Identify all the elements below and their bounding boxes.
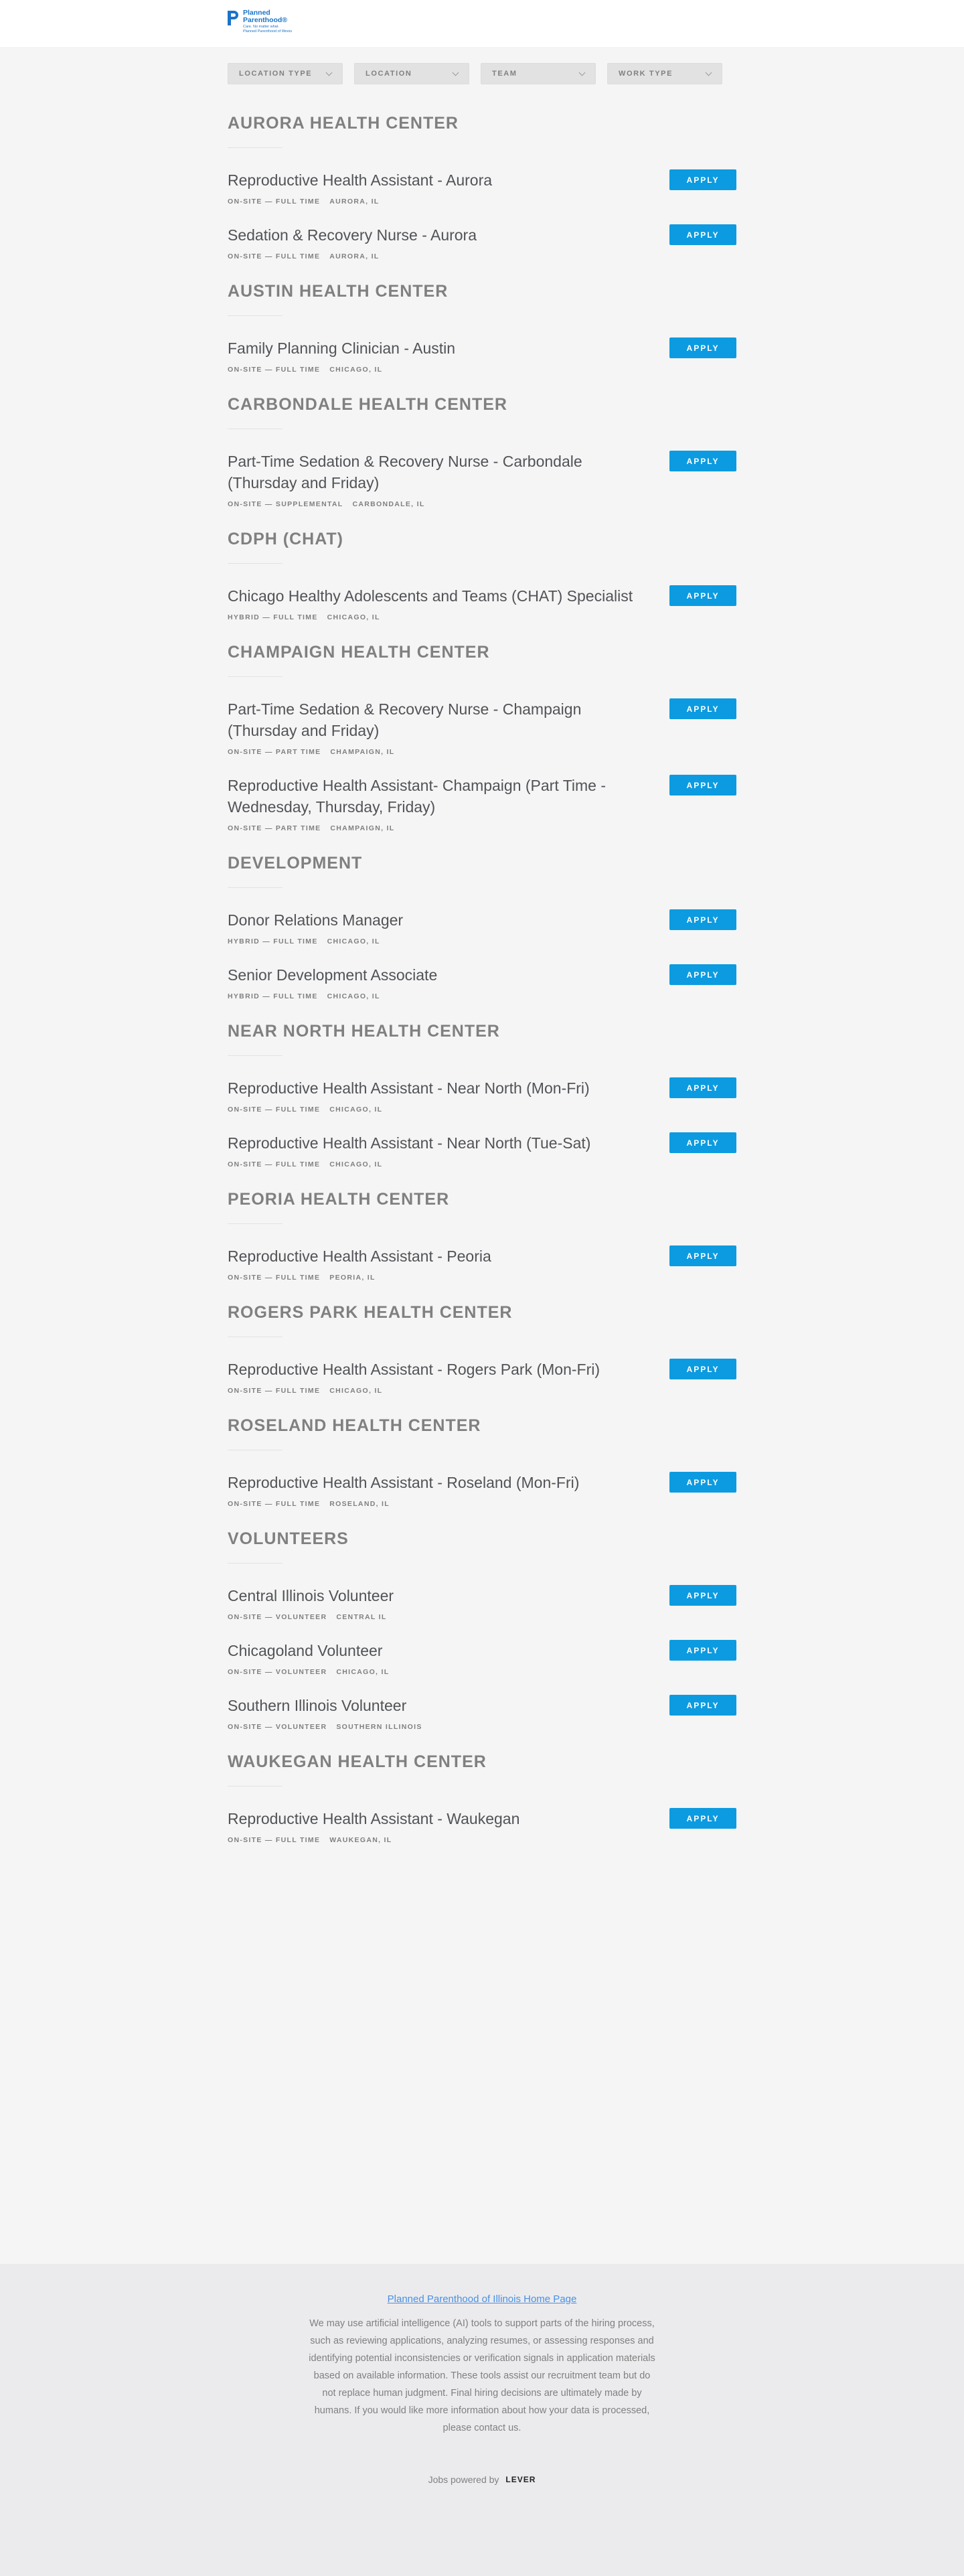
job-title-link[interactable]: Chicagoland Volunteer [228, 1642, 383, 1659]
job-commitment: ON-SITE — VOLUNTEER [228, 1613, 327, 1621]
logo-line-1: Planned [243, 9, 270, 17]
group-title: AURORA HEALTH CENTER [228, 114, 459, 133]
ai-notice: We may use artificial intelligence (AI) tools to support parts of the hiring process, such as reviewing applications, analyzing resumes, or assessing responses and identifying potential inconsistencies or verification signals in application materials based on available information. These tools assist our recruitment team but do not replace human judgment. Final hiring decisions are ultimately made by humans. If you would like more information about how your data is processed, please contact us. [309, 2318, 655, 2433]
job-meta [228, 1500, 636, 1508]
group-title: VOLUNTEERS [228, 1529, 349, 1548]
job-location: CHICAGO, IL [327, 613, 380, 621]
job-location: AURORA, IL [329, 252, 380, 260]
site-header [0, 0, 964, 47]
job-location: CHICAGO, IL [336, 1668, 390, 1676]
job-title-link[interactable]: Chicago Healthy Adolescents and Teams (CHAT) Specialist [228, 587, 633, 605]
job-commitment: HYBRID — FULL TIME [228, 992, 318, 1000]
filter-label: LOCATION TYPE [239, 70, 313, 78]
job-location: ROSELAND, IL [329, 1500, 390, 1508]
job-location: CHICAGO, IL [329, 1106, 383, 1114]
job-posting [228, 1695, 736, 1731]
apply-button[interactable]: APPLY [669, 169, 736, 190]
job-meta [228, 1106, 636, 1114]
job-meta [228, 1723, 636, 1731]
group-title: AUSTIN HEALTH CENTER [228, 282, 449, 301]
group-divider [228, 887, 283, 888]
job-title-link[interactable]: Donor Relations Manager [228, 911, 404, 929]
posting-group [228, 1528, 736, 1731]
job-location: CHICAGO, IL [327, 937, 380, 945]
group-divider [228, 315, 283, 316]
job-title-link[interactable]: Reproductive Health Assistant - Peoria [228, 1247, 491, 1265]
job-title-link[interactable]: Part-Time Sedation & Recovery Nurse - Carbondale (Thursday and Friday) [228, 453, 582, 491]
chevron-down-icon [579, 69, 586, 76]
apply-button[interactable]: APPLY [669, 1132, 736, 1153]
posting-group [228, 1415, 736, 1508]
job-posting [228, 1808, 736, 1844]
posting-group [228, 641, 736, 832]
logo-tagline: Care. No matter what. [243, 25, 279, 29]
lever-logo: LEVER [505, 2475, 536, 2484]
job-title-link[interactable]: Reproductive Health Assistant - Waukegan [228, 1810, 520, 1827]
filter-label: LOCATION [366, 70, 412, 78]
job-location: PEORIA, IL [329, 1274, 376, 1282]
apply-button[interactable]: APPLY [669, 1640, 736, 1661]
job-title-link[interactable]: Reproductive Health Assistant- Champaign (Part Time - Wednesday, Thursday, Friday) [228, 777, 607, 816]
group-title: CARBONDALE HEALTH CENTER [228, 395, 507, 414]
group-divider [228, 1786, 283, 1787]
group-title: NEAR NORTH HEALTH CENTER [228, 1022, 500, 1041]
apply-button[interactable]: APPLY [669, 1245, 736, 1266]
job-meta [228, 1836, 636, 1844]
powered-by-text: Jobs powered by [428, 2474, 499, 2485]
job-posting [228, 1472, 736, 1508]
job-posting [228, 224, 736, 260]
posting-group [228, 394, 736, 508]
job-meta [228, 366, 636, 374]
job-location: CHICAGO, IL [329, 366, 383, 374]
filter-label: TEAM [492, 70, 517, 78]
job-meta [228, 500, 636, 508]
job-posting [228, 585, 736, 621]
job-posting [228, 1585, 736, 1621]
planned-parenthood-logo[interactable] [228, 9, 292, 34]
postings-list [228, 112, 736, 1864]
apply-button[interactable]: APPLY [669, 1077, 736, 1098]
job-commitment: ON-SITE — FULL TIME [228, 198, 321, 206]
job-commitment: ON-SITE — VOLUNTEER [228, 1723, 327, 1731]
group-title: DEVELOPMENT [228, 854, 363, 873]
job-posting [228, 698, 736, 756]
job-location: CHICAGO, IL [329, 1387, 383, 1395]
job-location: CENTRAL IL [336, 1613, 387, 1621]
apply-button[interactable]: APPLY [669, 1585, 736, 1606]
posting-group [228, 852, 736, 1000]
group-title: CHAMPAIGN HEALTH CENTER [228, 643, 490, 662]
group-divider [228, 147, 283, 148]
posting-group [228, 1189, 736, 1282]
job-meta [228, 198, 636, 206]
posting-group [228, 528, 736, 621]
chevron-down-icon [453, 69, 459, 76]
job-title-link[interactable]: Part-Time Sedation & Recovery Nurse - Champaign (Thursday and Friday) [228, 700, 582, 739]
group-divider [228, 676, 283, 677]
pp-logo-icon [228, 9, 240, 27]
job-title-link[interactable]: Family Planning Clinician - Austin [228, 339, 456, 357]
job-posting [228, 964, 736, 1000]
filter-location[interactable] [354, 63, 469, 84]
job-title-link[interactable]: Reproductive Health Assistant - Rogers Park (Mon-Fri) [228, 1361, 600, 1378]
job-title-link[interactable]: Reproductive Health Assistant - Roseland (Mon-Fri) [228, 1474, 580, 1491]
group-title: ROSELAND HEALTH CENTER [228, 1416, 481, 1435]
job-meta [228, 937, 636, 945]
job-posting [228, 1132, 736, 1168]
job-meta [228, 613, 636, 621]
logo-affiliate: Planned Parenthood of Illinois [243, 29, 293, 33]
filter-bar [228, 63, 722, 84]
home-page-link[interactable]: Planned Parenthood of Illinois Home Page [387, 2293, 577, 2305]
site-footer [0, 2264, 964, 2576]
posting-group [228, 1302, 736, 1395]
powered-by[interactable] [0, 2474, 964, 2485]
job-posting [228, 909, 736, 945]
job-commitment: ON-SITE — FULL TIME [228, 1836, 321, 1844]
group-title: PEORIA HEALTH CENTER [228, 1190, 450, 1209]
apply-button[interactable]: APPLY [669, 1808, 736, 1829]
job-commitment: ON-SITE — FULL TIME [228, 1106, 321, 1114]
job-commitment: ON-SITE — FULL TIME [228, 252, 321, 260]
job-commitment: ON-SITE — SUPPLEMENTAL [228, 500, 343, 508]
job-meta [228, 1387, 636, 1395]
job-posting [228, 1245, 736, 1282]
apply-button[interactable]: APPLY [669, 909, 736, 930]
apply-button[interactable]: APPLY [669, 964, 736, 985]
job-meta [228, 252, 636, 260]
group-divider [228, 1055, 283, 1056]
posting-group [228, 1020, 736, 1168]
job-location: CHAMPAIGN, IL [330, 824, 395, 832]
apply-button[interactable]: APPLY [669, 451, 736, 471]
job-meta [228, 1160, 636, 1168]
job-title-link[interactable]: Reproductive Health Assistant - Aurora [228, 171, 493, 189]
job-commitment: ON-SITE — PART TIME [228, 748, 321, 756]
job-commitment: ON-SITE — FULL TIME [228, 1500, 321, 1508]
job-posting [228, 1359, 736, 1395]
job-commitment: ON-SITE — FULL TIME [228, 1387, 321, 1395]
job-posting [228, 451, 736, 508]
posting-group [228, 1751, 736, 1844]
filter-location-type[interactable] [228, 63, 343, 84]
job-posting [228, 337, 736, 374]
job-title-link[interactable]: Reproductive Health Assistant - Near North (Tue-Sat) [228, 1134, 591, 1152]
job-posting [228, 1640, 736, 1676]
posting-group [228, 281, 736, 374]
apply-button[interactable]: APPLY [669, 1695, 736, 1716]
job-meta [228, 1274, 636, 1282]
job-commitment: HYBRID — FULL TIME [228, 613, 318, 621]
job-title-link[interactable]: Senior Development Associate [228, 966, 438, 984]
job-meta [228, 1613, 636, 1621]
job-location: SOUTHERN ILLINOIS [336, 1723, 422, 1731]
job-location: AURORA, IL [329, 198, 380, 206]
filter-label: WORK TYPE [619, 70, 673, 78]
job-title-link[interactable]: Central Illinois Volunteer [228, 1587, 394, 1604]
group-title: ROGERS PARK HEALTH CENTER [228, 1303, 513, 1322]
job-posting [228, 1077, 736, 1114]
job-location: WAUKEGAN, IL [329, 1836, 392, 1844]
job-location: CARBONDALE, IL [352, 500, 425, 508]
group-divider [228, 563, 283, 564]
chevron-down-icon [326, 69, 333, 76]
logo-line-2: Parenthood® [243, 16, 288, 24]
group-divider [228, 1223, 283, 1224]
filter-work-type[interactable] [607, 63, 722, 84]
apply-button[interactable]: APPLY [669, 775, 736, 795]
logo-wordmark [243, 9, 292, 34]
apply-button[interactable]: APPLY [669, 1359, 736, 1379]
apply-button[interactable]: APPLY [669, 698, 736, 719]
apply-button[interactable]: APPLY [669, 585, 736, 606]
job-commitment: ON-SITE — VOLUNTEER [228, 1668, 327, 1676]
job-posting [228, 775, 736, 832]
group-title: CDPH (CHAT) [228, 530, 344, 548]
chevron-down-icon [706, 69, 712, 76]
job-title-link[interactable]: Reproductive Health Assistant - Near North (Mon-Fri) [228, 1079, 590, 1097]
job-location: CHAMPAIGN, IL [330, 748, 395, 756]
job-commitment: ON-SITE — FULL TIME [228, 1160, 321, 1168]
group-divider [228, 1563, 283, 1564]
job-meta [228, 1668, 636, 1676]
job-commitment: ON-SITE — FULL TIME [228, 366, 321, 374]
job-meta [228, 992, 636, 1000]
job-location: CHICAGO, IL [329, 1160, 383, 1168]
job-posting [228, 169, 736, 206]
filter-team[interactable] [481, 63, 596, 84]
apply-button[interactable]: APPLY [669, 337, 736, 358]
posting-group [228, 112, 736, 260]
job-commitment: ON-SITE — PART TIME [228, 824, 321, 832]
job-commitment: HYBRID — FULL TIME [228, 937, 318, 945]
job-meta [228, 748, 636, 756]
group-title: WAUKEGAN HEALTH CENTER [228, 1752, 487, 1771]
apply-button[interactable]: APPLY [669, 1472, 736, 1493]
job-title-link[interactable]: Southern Illinois Volunteer [228, 1697, 407, 1714]
job-meta [228, 824, 636, 832]
job-commitment: ON-SITE — FULL TIME [228, 1274, 321, 1282]
job-title-link[interactable]: Sedation & Recovery Nurse - Aurora [228, 226, 477, 244]
job-location: CHICAGO, IL [327, 992, 380, 1000]
apply-button[interactable]: APPLY [669, 224, 736, 245]
